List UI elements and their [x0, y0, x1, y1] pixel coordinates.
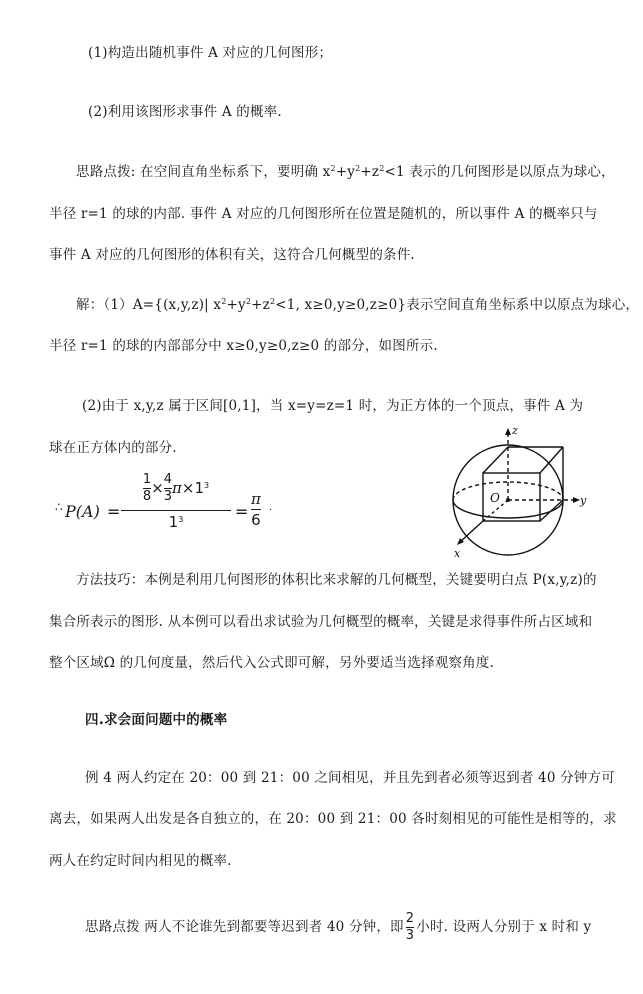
section-heading: 四.求会面问题中的概率	[85, 712, 228, 728]
times-sign: ×	[181, 479, 195, 497]
origin-label: O	[490, 491, 500, 505]
superscript: 2	[379, 164, 385, 173]
text: +y	[335, 164, 356, 180]
times-sign: ×	[151, 479, 164, 497]
text: +z	[251, 297, 270, 313]
pi-symbol: π	[172, 479, 182, 497]
text: 解：（1）A={(x,y,z)| x	[76, 297, 222, 313]
denominator: 3	[163, 489, 173, 504]
origin-point	[506, 498, 510, 502]
method-paragraph-line-1: 方法技巧：本例是利用几何图形的体积比来求解的几何概型，关键要明白点 P(x,y,z)的	[76, 572, 597, 588]
cube-edge	[483, 447, 508, 473]
fraction-one-eighth	[143, 473, 151, 504]
z-axis-arrow	[505, 428, 511, 435]
superscript: 2	[269, 297, 276, 306]
example-line-3: 两人在约定时间内相见的概率.	[49, 853, 232, 869]
one: 1	[168, 513, 179, 531]
x-label: x	[454, 547, 461, 560]
text: <1 表示的几何图形是以原点为球心，	[384, 164, 615, 180]
fraction-bar	[251, 509, 261, 510]
method-paragraph-line-2: 集合所表示的图形. 从本例可以看出求试验为几何概型的概率，关键是求得事件所占区域和	[49, 614, 593, 630]
y-axis-arrow	[573, 497, 580, 503]
method-paragraph-line-3: 整个区域Ω 的几何度量，然后代入公式即可解，另外要适当选择观察角度.	[49, 655, 495, 671]
main-fraction	[121, 470, 231, 533]
hint2-line-1	[85, 910, 591, 944]
result-fraction	[251, 490, 261, 529]
text: <1, x≥0,y≥0,z≥0}表示空间直角坐标系中以原点为球心，	[275, 297, 640, 313]
denominator: 3	[405, 928, 415, 943]
fraction-two-thirds	[406, 912, 414, 943]
main-numerator	[121, 470, 231, 506]
numerator: 4	[163, 472, 173, 487]
probability-formula	[55, 470, 275, 550]
numerator: 2	[405, 911, 415, 926]
item-1: (1)构造出随机事件 A 对应的几何图形；	[88, 45, 333, 61]
y-label: y	[580, 494, 587, 507]
one: 1	[194, 479, 205, 497]
text: 小时. 设两人分别于 x 时和 y	[416, 919, 592, 935]
main-denominator	[121, 511, 231, 533]
equals-sign: =	[235, 502, 249, 521]
solution-line-2: 半径 r=1 的球的内部部分中 x≥0,y≥0,z≥0 的部分，如图所示.	[49, 338, 438, 354]
numerator: π	[251, 490, 261, 508]
example-line-1: 例 4 两人约定在 20：00 到 21：00 之间相见，并且先到者必须等迟到者 40 分钟方可	[85, 770, 615, 786]
item-2: (2)利用该图形求事件 A 的概率.	[88, 104, 282, 120]
superscript: 2	[355, 164, 361, 173]
cube-exponent: 3	[204, 481, 210, 490]
text: 思路点拨 两人不论谁先到都要等迟到者 40 分钟，即	[85, 919, 404, 935]
sphere-cube-diagram	[430, 420, 590, 560]
superscript: 2	[330, 164, 336, 173]
solution-part2-line-1: (2)由于 x,y,z 属于区间[0,1]，当 x=y=z=1 时，为正方体的一个顶点，事件 A 为	[82, 398, 584, 414]
denominator: 6	[251, 511, 261, 529]
superscript: 2	[245, 297, 252, 306]
hint-paragraph-line-3: 事件 A 对应的几何图形的体积有关，这符合几何概型的条件.	[49, 247, 415, 263]
period: .	[269, 502, 273, 513]
numerator: 1	[142, 472, 152, 487]
cube-exponent: 3	[178, 515, 184, 524]
text: +z	[360, 164, 380, 180]
superscript: 2	[221, 297, 227, 306]
hint-paragraph-line-1	[76, 164, 615, 180]
example-line-2: 离去，如果两人出发是各自独立的，在 20：00 到 21：00 各时刻相见的可能性是相等的，求	[49, 811, 617, 827]
text: 思路点拨: 在空间直角坐标系下，要明确 x	[76, 164, 331, 180]
cube-edge	[540, 447, 563, 473]
therefore-symbol: ∴	[55, 500, 63, 514]
equals-sign: =	[107, 502, 121, 521]
formula-lhs: P(A)	[65, 502, 100, 521]
solution-part2-line-2: 球在正方体内的部分.	[49, 440, 177, 456]
z-label: z	[512, 424, 518, 437]
fraction-four-thirds	[164, 473, 172, 504]
text: +y	[226, 297, 246, 313]
solution-line-1	[76, 297, 639, 313]
denominator: 8	[142, 489, 152, 504]
hint-paragraph-line-2: 半径 r=1 的球的内部. 事件 A 对应的几何图形所在位置是随机的，所以事件 A 的概率只与	[49, 206, 598, 222]
